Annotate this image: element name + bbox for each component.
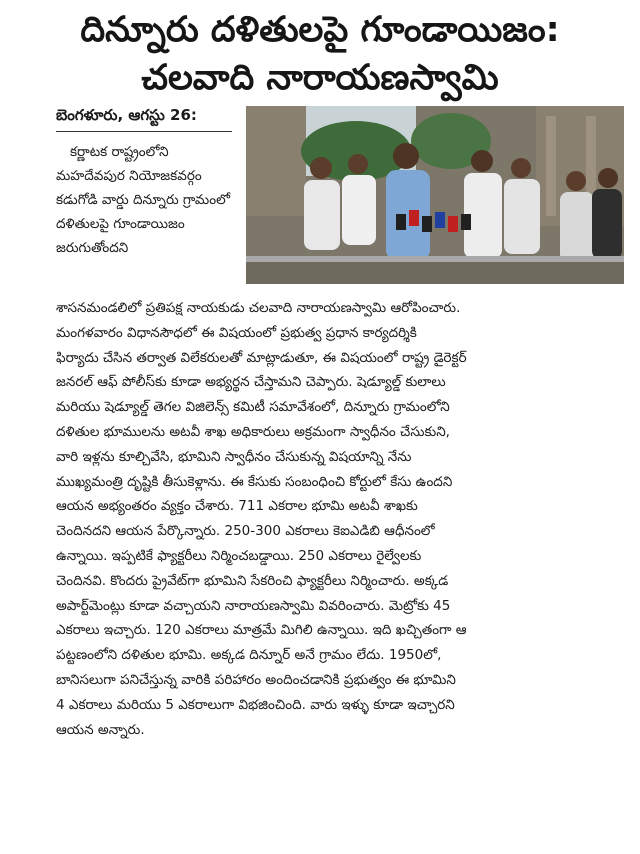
body-line: ముఖ్యమంత్రి దృష్టికి తీసుకెళ్లాను. ఈ కేసుకు సంబంధించి కోర్టులో కేసు ఉందని [56, 473, 453, 490]
body-line: వారి ఇళ్లను కూల్చివేసి, భూమిని స్వాధీనం చేసుకున్న విషయాన్ని నేను [56, 448, 412, 465]
lead-line: గూండాయిజం [113, 216, 185, 232]
headline-line-2: చలవాది నారాయణస్వామి [141, 58, 499, 98]
photo-foreground [246, 262, 624, 284]
headline-line-1: దిన్నూరు దళితులపై గూండాయిజం: [80, 10, 560, 50]
lead-line: మహదేవపుర నియోజకవర్గం [56, 168, 202, 184]
body-line: ఆయన అభ్యంతరం వ్యక్తం చేశారు. 711 ఎకరాల భూమి అటవీ శాఖకు [56, 498, 418, 515]
body-line: 4 ఎకరాలు మరియు 5 ఎకరాలుగా విభజించింది. వారు ఇళ్ళు కూడా ఇచ్చారని [56, 696, 455, 713]
body-line: జనరల్ ఆఫ్ పోలీస్‌కు కూడా అభ్యర్థన చేస్తామని చెప్పారు. షెడ్యూల్డ్ కులాలు [56, 374, 446, 391]
body-line: దళితుల భూములను అటవీ శాఖ అధికారులు అక్రమంగా స్వాధీనం చేసుకుని, [56, 423, 450, 440]
press-conference-photo [246, 106, 624, 284]
lead-line: గ్రామంలో దళితులపై [56, 192, 230, 232]
photo-pillar [546, 116, 556, 216]
photo-railing [246, 256, 624, 262]
photo-illustration [246, 106, 624, 284]
body-line: ఫిర్యాదు చేసిన తర్వాత విలేకరులతో మాట్లాడుతూ, ఈ విషయంలో రాష్ట్ర డైరెక్టర్ [56, 349, 467, 366]
body-line: శాసనమండలిలో ప్రతిపక్ష నాయకుడు చలవాది నారాయణస్వామి ఆరోపించారు. [56, 300, 461, 316]
body-line: అపార్ట్‌మెంట్లు కూడా వచ్చాయని నారాయణస్వామి వివరించారు. మెట్రోకు 45 [56, 597, 451, 614]
body-line: మరియు షెడ్యూల్డ్ తెగల విజిలెన్స్ కమిటీ సమావేశంలో, దిన్నూరు గ్రామంలోని [56, 399, 450, 416]
article-body [56, 296, 624, 742]
body-line: బానిసలుగా పనిచేస్తున్న వారికి పరిహారం అందించడానికి ప్రభుత్వం ఈ భూమిని [56, 671, 456, 688]
body-line: ఎకరాలు ఇచ్చారు. 120 ఎకరాలు మాత్రమే మిగిలి ఉన్నాయి. ఇది ఖచ్చితంగా ఆ [56, 622, 467, 639]
dateline: బెంగళూరు, ఆగస్టు 26: [56, 106, 197, 124]
dateline-rule [56, 131, 232, 132]
body-line: పట్టణంలోని దళితుల భూమి. అక్కడ దిన్నూర్ అనే గ్రామం లేదు. 1950లో, [56, 647, 442, 664]
lead-line: కడుగోడి వార్డు దిన్నూరు [56, 192, 179, 208]
lead-paragraph [56, 140, 238, 260]
body-line: ఉన్నాయి. ఇప్పటికే ఫ్యాక్టరీలు నిర్మించబడ్డాయి. 250 ఎకరాలు రైల్వేలకు [56, 547, 422, 564]
lead-line: జరుగుతోందని [56, 240, 129, 256]
body-line: చెందినవి. కొందరు ప్రైవేట్‌గా భూమిని సేకరించి ఫ్యాక్టరీలు నిర్మించారు. అక్కడ [56, 572, 449, 589]
headline [40, 6, 600, 102]
photo-building-left [246, 106, 306, 216]
lead-line: కర్ణాటక రాష్ట్రంలోని [70, 144, 169, 160]
body-line: ఆయన అన్నారు. [56, 721, 145, 738]
body-line: మంగళవారం విధానసౌధలో ఈ విషయంలో ప్రభుత్వ ప్రధాన కార్యదర్శికి [56, 324, 417, 341]
body-line: చెందినదని ఆయన పేర్కొన్నారు. 250-300 ఎకరాలు కెఐఎడిబి ఆధీనంలో [56, 523, 435, 540]
